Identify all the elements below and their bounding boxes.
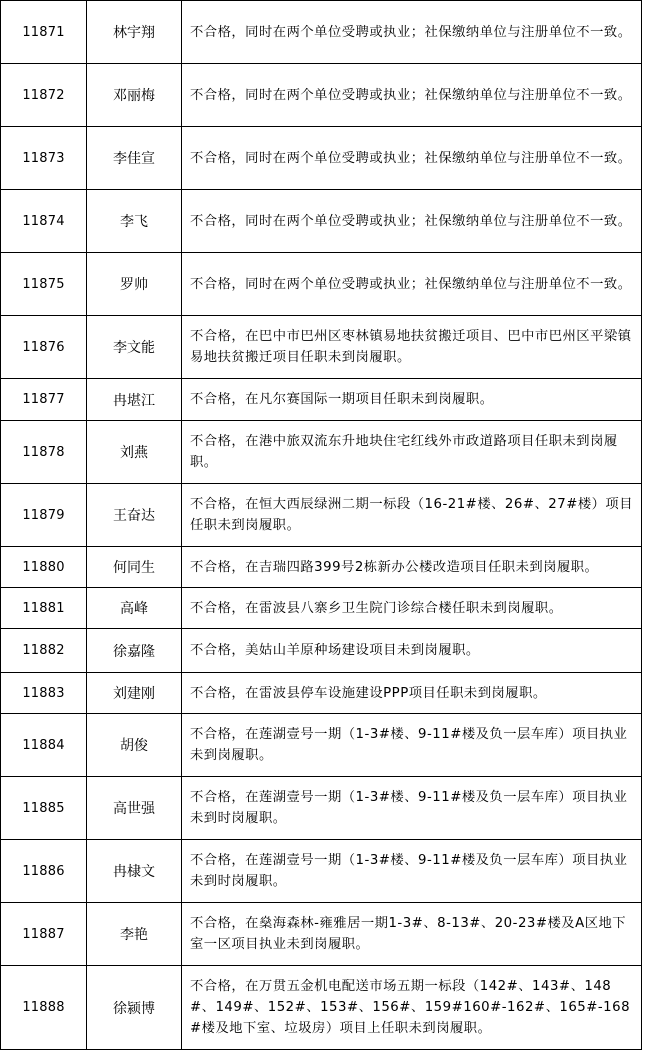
inspection-remark: 不合格，在雷波县八寨乡卫生院门诊综合楼任职未到岗履职。 — [182, 588, 642, 629]
record-id: 11875 — [1, 253, 87, 316]
person-name: 王奋达 — [87, 484, 182, 547]
table-row — [1, 484, 642, 547]
inspection-remark: 不合格，在恒大西辰绿洲二期一标段（16-21#楼、26#、27#楼）项目任职未到岗履职。 — [182, 484, 642, 547]
inspection-remark: 不合格，在港中旅双流东升地块住宅红线外市政道路项目任职未到岗履职。 — [182, 421, 642, 484]
table-row — [1, 127, 642, 190]
inspection-remark: 不合格，美姑山羊原种场建设项目未到岗履职。 — [182, 629, 642, 673]
record-id: 11888 — [1, 966, 87, 1050]
inspection-remark: 不合格，在燊海森林-雍雅居一期1-3#、8-13#、20-23#楼及A区地下室一区项目执业未到岗履职。 — [182, 903, 642, 966]
table-row — [1, 190, 642, 253]
inspection-remark: 不合格，同时在两个单位受聘或执业；社保缴纳单位与注册单位不一致。 — [182, 127, 642, 190]
record-id: 11874 — [1, 190, 87, 253]
record-id: 11882 — [1, 629, 87, 673]
inspection-remark: 不合格，在吉瑞四路399号2栋新办公楼改造项目任职未到岗履职。 — [182, 547, 642, 588]
table-row — [1, 253, 642, 316]
table-row — [1, 316, 642, 379]
person-name: 徐嘉隆 — [87, 629, 182, 673]
person-name: 刘燕 — [87, 421, 182, 484]
person-name: 罗帅 — [87, 253, 182, 316]
inspection-remark: 不合格，同时在两个单位受聘或执业；社保缴纳单位与注册单位不一致。 — [182, 190, 642, 253]
inspection-remark: 不合格，在巴中市巴州区枣林镇易地扶贫搬迁项目、巴中市巴州区平梁镇易地扶贫搬迁项目任职未到岗履职。 — [182, 316, 642, 379]
record-id: 11877 — [1, 379, 87, 421]
inspection-remark: 不合格，同时在两个单位受聘或执业；社保缴纳单位与注册单位不一致。 — [182, 253, 642, 316]
person-name: 林宇翔 — [87, 1, 182, 64]
record-id: 11886 — [1, 840, 87, 903]
table-row — [1, 673, 642, 714]
person-name: 李佳宣 — [87, 127, 182, 190]
person-name: 高世强 — [87, 777, 182, 840]
table-row — [1, 64, 642, 127]
table-row — [1, 840, 642, 903]
person-name: 冉棣文 — [87, 840, 182, 903]
record-id: 11878 — [1, 421, 87, 484]
record-id: 11879 — [1, 484, 87, 547]
person-name: 高峰 — [87, 588, 182, 629]
record-id: 11885 — [1, 777, 87, 840]
person-name: 李艳 — [87, 903, 182, 966]
inspection-remark: 不合格，在万贯五金机电配送市场五期一标段（142#、143#、148#、149#、152#、153#、156#、159#160#-162#、165#-168#楼及地下室、垃圾房）项目上任职未到岗履职。 — [182, 966, 642, 1050]
record-id: 11873 — [1, 127, 87, 190]
table-row — [1, 629, 642, 673]
person-name: 冉堪江 — [87, 379, 182, 421]
table-row — [1, 966, 642, 1050]
record-id: 11876 — [1, 316, 87, 379]
table-row — [1, 588, 642, 629]
table-row — [1, 1, 642, 64]
inspection-remark: 不合格，同时在两个单位受聘或执业；社保缴纳单位与注册单位不一致。 — [182, 64, 642, 127]
record-id: 11883 — [1, 673, 87, 714]
inspection-remark: 不合格，在凡尔赛国际一期项目任职未到岗履职。 — [182, 379, 642, 421]
inspection-remark: 不合格，同时在两个单位受聘或执业；社保缴纳单位与注册单位不一致。 — [182, 1, 642, 64]
inspection-remark: 不合格，在雷波县停车设施建设PPP项目任职未到岗履职。 — [182, 673, 642, 714]
person-name: 徐颍博 — [87, 966, 182, 1050]
table-row — [1, 714, 642, 777]
table-row — [1, 379, 642, 421]
table-row — [1, 777, 642, 840]
table-row — [1, 903, 642, 966]
person-name: 胡俊 — [87, 714, 182, 777]
inspection-remark: 不合格，在莲湖壹号一期（1-3#楼、9-11#楼及负一层车库）项目执业未到岗履职。 — [182, 714, 642, 777]
person-name: 刘建刚 — [87, 673, 182, 714]
person-name: 何同生 — [87, 547, 182, 588]
record-id: 11887 — [1, 903, 87, 966]
person-name: 李飞 — [87, 190, 182, 253]
inspection-remark: 不合格，在莲湖壹号一期（1-3#楼、9-11#楼及负一层车库）项目执业未到时岗履职。 — [182, 840, 642, 903]
record-id: 11884 — [1, 714, 87, 777]
record-id: 11881 — [1, 588, 87, 629]
record-id: 11880 — [1, 547, 87, 588]
table-row — [1, 547, 642, 588]
person-name: 李文能 — [87, 316, 182, 379]
inspection-remark: 不合格，在莲湖壹号一期（1-3#楼、9-11#楼及负一层车库）项目执业未到时岗履职。 — [182, 777, 642, 840]
record-id: 11871 — [1, 1, 87, 64]
person-name: 邓丽梅 — [87, 64, 182, 127]
record-id: 11872 — [1, 64, 87, 127]
table-row — [1, 421, 642, 484]
